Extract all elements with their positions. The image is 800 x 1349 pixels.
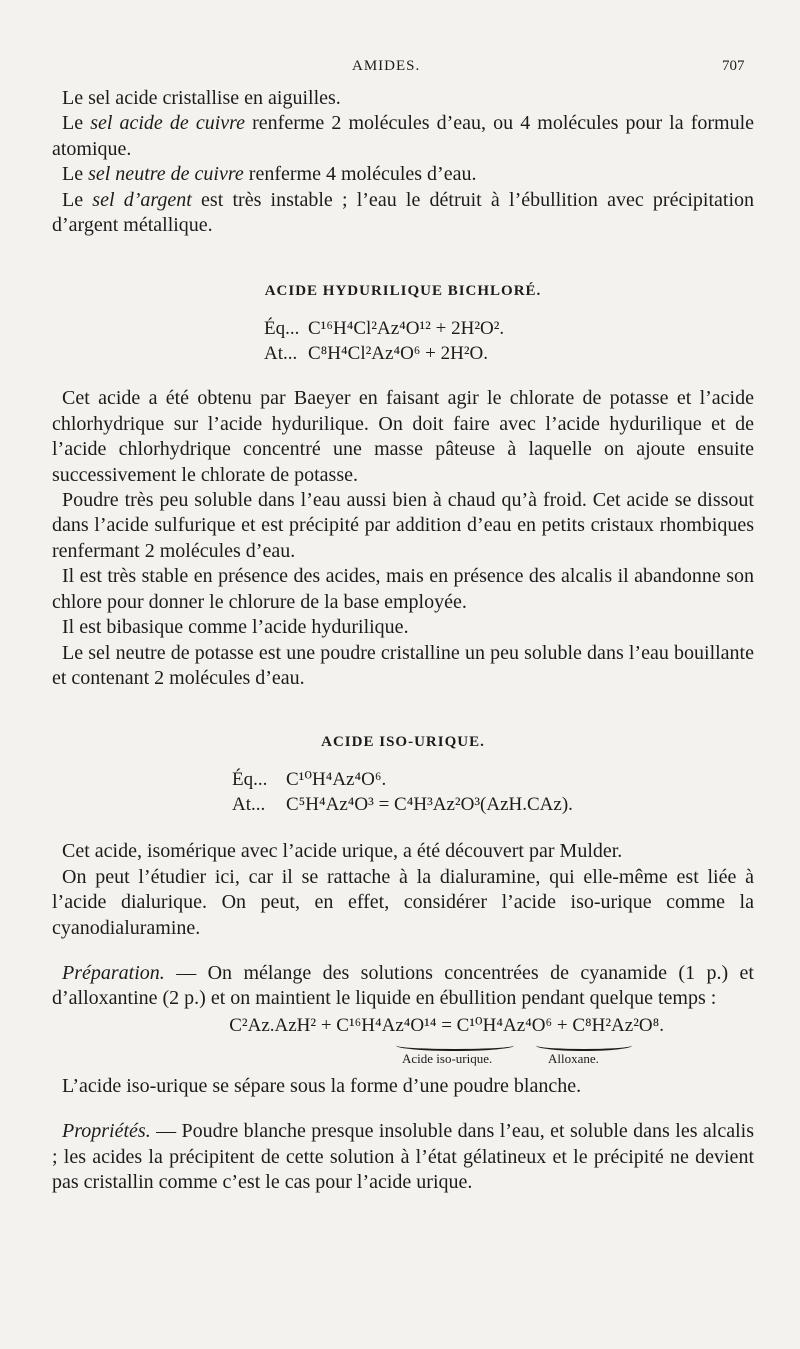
section-title: ACIDE ISO-URIQUE. — [321, 734, 485, 751]
atomic-formula: At... C⁸H⁴Cl²Az⁴O⁶ + 2H²O. — [264, 343, 489, 365]
preparation-heading: Préparation. — [62, 961, 165, 984]
underbrace — [536, 1040, 632, 1051]
preparation-paragraph: Préparation. — On mélange des solutions concentrées de cyanamide (1 p.) et d’alloxantine (2 p.) et on maintient le liquide en ébullition pendant quelque temps : — [52, 961, 754, 1010]
paragraph: L’acide iso-urique se sépare sous la forme d’une poudre blanche. — [62, 1074, 582, 1097]
properties-paragraph: Propriétés. — Poudre blanche presque insoluble dans l’eau, et soluble dans les alcalis ; les acides la précipitent de cette solution à l’état gélatineux et le précipité ne devient pas cristallin comme c’est le cas pour l’acide urique. — [52, 1120, 754, 1193]
page-header — [0, 58, 800, 82]
page-body — [52, 86, 754, 1195]
underbrace — [396, 1040, 514, 1051]
properties-heading: Propriétés. — [62, 1120, 151, 1143]
formula-block — [52, 316, 754, 366]
paragraph: Cet acide, isomérique avec l’acide urique, a été découvert par Mulder. — [62, 840, 623, 863]
paragraph: Il est très stable en présence des acides, mais en présence des alcalis il abandonne son chlore pour donner le chlorure de la base employée. — [52, 565, 754, 613]
paragraph: Le sel acide de cuivre renferme 2 molécules d’eau, ou 4 molécules pour la formule atomique. — [52, 112, 755, 160]
equivalent-formula: Éq... C¹⁶H⁴Cl²Az⁴O¹² + 2H²O². — [264, 318, 505, 340]
paragraph: Cet acide a été obtenu par Baeyer en faisant agir le chlorate de potasse et l’acide chlorhydrique sur l’acide hydurilique. On doit faire avec l’acide hydurilique et de l’acide chlorhydrique concentré une masse pâteuse à laquelle on ajoute ensuite successivement le chlorate de potasse. — [52, 387, 754, 486]
running-head: AMIDES. — [352, 58, 421, 74]
paragraph: Le sel d’argent est très instable ; l’eau le détruit à l’ébullition avec précipitation d’argent métallique. — [52, 188, 754, 237]
brace-label: Alloxane. — [548, 1050, 599, 1066]
section-title: ACIDE HYDURILIQUE BICHLORÉ. — [264, 283, 542, 300]
paragraph: Le sel acide cristallise en aiguilles. — [62, 87, 341, 109]
paragraph: Le sel neutre de cuivre renferme 4 molécules d’eau. — [62, 163, 477, 186]
formula-block — [52, 767, 754, 817]
page-number: 707 — [722, 58, 745, 74]
reaction-equation: C²Az.AzH² + C¹⁶H⁴Az⁴O¹⁴ = C¹⁰H⁴Az⁴O⁶ + C⁸H²Az²O⁸. — [229, 1014, 664, 1036]
paragraph: On peut l’étudier ici, car il se rattache à la dialuramine, qui elle-même est liée à l’acide dialurique. On peut, en effet, considérer l’acide iso-urique comme la cyanodialuramine. — [52, 865, 754, 939]
paragraph: Poudre très peu soluble dans l’eau aussi bien à chaud qu’à froid. Cet acide se dissout dans l’acide sulfurique et est précipité par addition d’eau en petits cristaux rhombiques renfermant 2 molécules d’eau. — [52, 489, 754, 562]
paragraph: Le sel neutre de potasse est une poudre cristalline un peu soluble dans l’eau bouillante et contenant 2 molécules d’eau. — [52, 641, 754, 689]
brace-label: Acide iso-urique. — [402, 1050, 493, 1066]
atomic-formula: At... C⁵H⁴Az⁴O³ = C⁴H³Az²O³(AzH.CAz). — [232, 794, 573, 816]
paragraph: Il est bibasique comme l’acide hydurilique. — [62, 616, 409, 639]
equivalent-formula: Éq... C¹⁰H⁴Az⁴O⁶. — [232, 769, 387, 791]
brace-row — [52, 1040, 754, 1074]
